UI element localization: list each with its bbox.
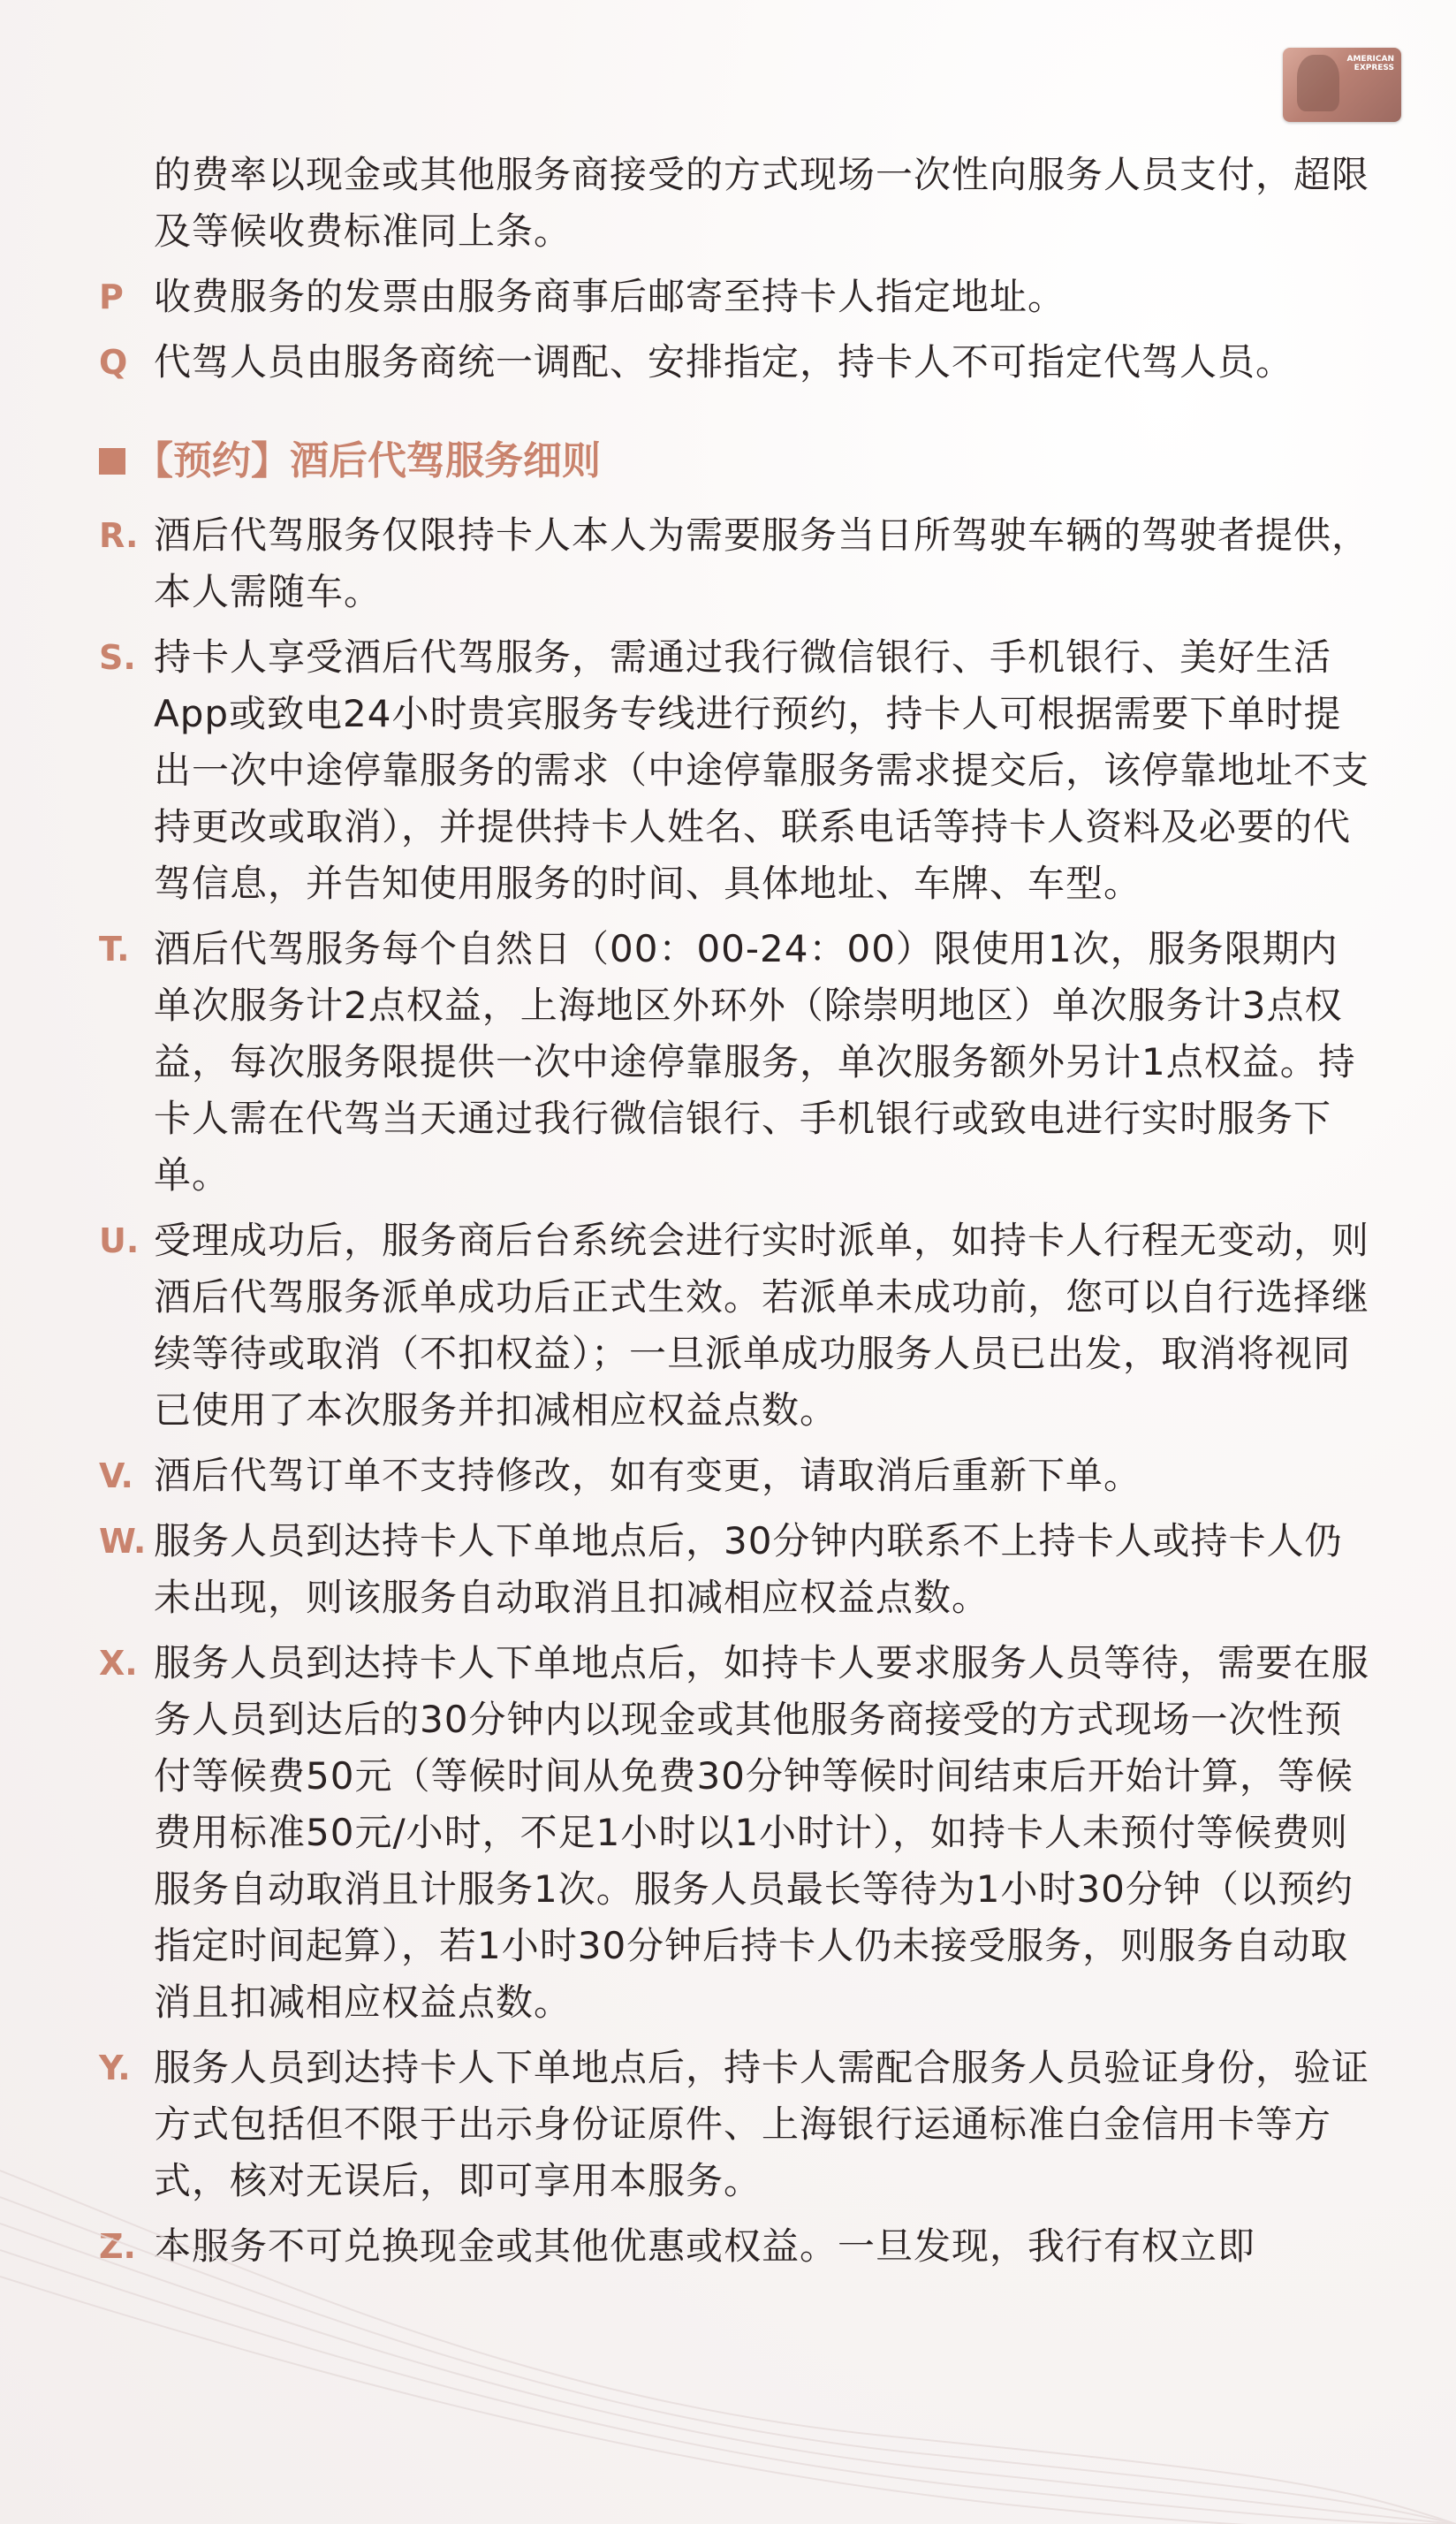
section-title: 【预约】酒后代驾服务细则	[134, 438, 601, 483]
item-text: 服务人员到达持卡人下单地点后，如持卡人要求服务人员等待，需要在服务人员到达后的30分钟内以现金或其他服务商接受的方式现场一次性预付等候费50元（等候时间从免费30分钟等候时间结束后开始计算，等候费用标准50元/小时，不足1小时以1小时计），如持卡人未预付等候费则服务自动取消且计服务1次。服务人员最长等待为1小时30分钟（以预约指定时间起算），若1小时30分钟后持卡人仍未接受服务，则服务自动取消且扣减相应权益点数。	[154, 1641, 1370, 2024]
item-text: 本服务不可兑换现金或其他优惠或权益。一旦发现，我行有权立即	[154, 2224, 1256, 2268]
item-marker: W.	[99, 1522, 147, 1561]
item-text: 服务人员到达持卡人下单地点后，30分钟内联系不上持卡人或持卡人仍未出现，则该服务自动取消且扣减相应权益点数。	[154, 1519, 1343, 1619]
list-item-t	[99, 921, 1371, 1204]
item-text: 酒后代驾订单不支持修改，如有变更，请取消后重新下单。	[154, 1454, 1142, 1497]
list-item-r	[99, 507, 1371, 620]
item-text: 服务人员到达持卡人下单地点后，持卡人需配合服务人员验证身份，验证方式包括但不限于出示身份证原件、上海银行运通标准白金信用卡等方式，核对无误后，即可享用本服务。	[154, 2046, 1370, 2202]
item-marker: U.	[99, 1221, 140, 1260]
item-marker: T.	[99, 930, 130, 969]
terms-content	[99, 147, 1371, 2284]
list-item-u	[99, 1213, 1371, 1439]
item-text: 代驾人员由服务商统一调配、安排指定，持卡人不可指定代驾人员。	[154, 340, 1294, 384]
item-text: 受理成功后，服务商后台系统会进行实时派单，如持卡人行程无变动，则酒后代驾服务派单成功后正式生效。若派单未成功前，您可以自行选择继续等待或取消（不扣权益）；一旦派单成功服务人员已出发，取消将视同已使用了本次服务并扣减相应权益点数。	[154, 1219, 1370, 1432]
item-marker: P	[99, 277, 124, 316]
item-marker: Y.	[99, 2049, 131, 2087]
list-item-y	[99, 2040, 1371, 2209]
list-item-w	[99, 1513, 1371, 1626]
item-marker: X.	[99, 1644, 138, 1683]
section-heading	[99, 433, 1371, 490]
card-portrait-graphic	[1297, 55, 1339, 111]
item-text: 收费服务的发票由服务商事后邮寄至持卡人指定地址。	[154, 275, 1066, 318]
list-item-q	[99, 334, 1371, 391]
item-text: 持卡人享受酒后代驾服务，需通过我行微信银行、手机银行、美好生活App或致电24小时贵宾服务专线进行预约，持卡人可根据需要下单时提出一次中途停靠服务的需求（中途停靠服务需求提交后，该停靠地址不支持更改或取消），并提供持卡人姓名、联系电话等持卡人资料及必要的代驾信息，并告知使用服务的时间、具体地址、车牌、车型。	[154, 635, 1370, 905]
list-item-z	[99, 2218, 1371, 2275]
amex-logo	[1347, 55, 1394, 72]
continuation-text: 的费率以现金或其他服务商接受的方式现场一次性向服务人员支付，超限及等候收费标准同上条。	[154, 153, 1370, 253]
list-item-v	[99, 1448, 1371, 1504]
item-text: 酒后代驾服务仅限持卡人本人为需要服务当日所驾驶车辆的驾驶者提供，本人需随车。	[154, 513, 1370, 613]
item-marker: S.	[99, 638, 136, 677]
item-marker: V.	[99, 1456, 133, 1495]
list-item-p	[99, 269, 1371, 325]
card-brand-line1: AMERICAN	[1346, 55, 1394, 64]
item-text: 酒后代驾服务每个自然日（00：00-24：00）限使用1次，服务限期内单次服务计2点权益，上海地区外环外（除崇明地区）单次服务计3点权益，每次服务限提供一次中途停靠服务，单次服务额外另计1点权益。持卡人需在代驾当天通过我行微信银行、手机银行或致电进行实时服务下单。	[154, 927, 1356, 1197]
card-brand-line2: EXPRESS	[1354, 64, 1394, 72]
list-item-s	[99, 629, 1371, 912]
square-bullet-icon	[99, 448, 125, 475]
continuation-paragraph	[99, 147, 1371, 260]
item-marker: Q	[99, 343, 128, 382]
list-item-x	[99, 1635, 1371, 2031]
credit-card-image	[1283, 48, 1401, 122]
item-marker: R.	[99, 516, 139, 555]
item-marker: Z.	[99, 2227, 136, 2266]
